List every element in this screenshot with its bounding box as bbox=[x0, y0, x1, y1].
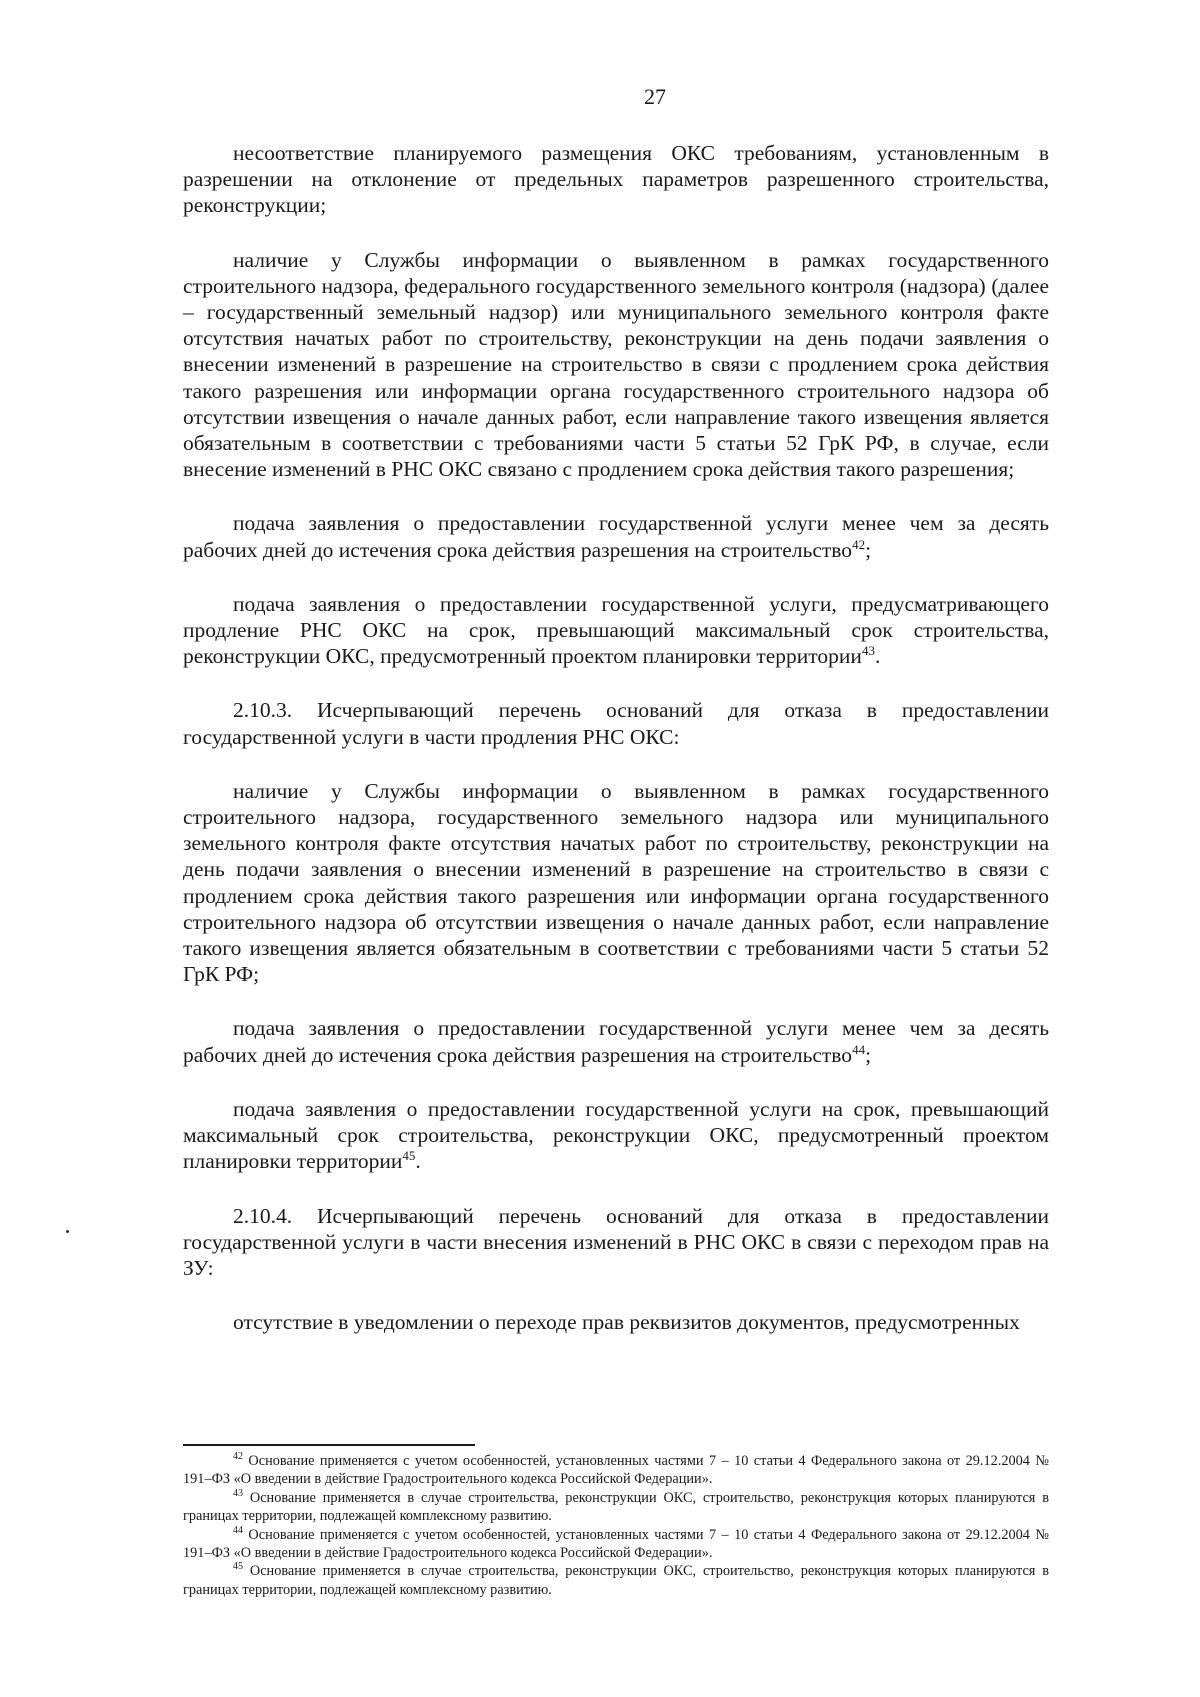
footnote bbox=[183, 1526, 1049, 1563]
paragraph-text: 2.10.4. Исчерпывающий перечень оснований для отказа в предоставлении государственной услуги в части внесения изменений в РНС ОКС в связи с переходом прав на ЗУ: bbox=[183, 1203, 1049, 1280]
footnotes bbox=[183, 1452, 1049, 1599]
footnote-text: Основание применяется с учетом особенностей, установленных частями 7 – 10 статьи 4 Федерального закона от 29.12.2004 № 191–ФЗ «О введении в действие Градостроительного кодекса Российской Федерации». bbox=[183, 1526, 1049, 1562]
footnote bbox=[183, 1489, 1049, 1526]
paragraph bbox=[183, 591, 1049, 670]
footnote-ref[interactable]: 42 bbox=[852, 536, 866, 552]
paragraph bbox=[183, 1096, 1049, 1175]
section-heading-paragraph bbox=[183, 1203, 1049, 1282]
footnote-number: 42 bbox=[233, 1451, 243, 1463]
footnote bbox=[183, 1452, 1049, 1489]
footnote-number: 45 bbox=[233, 1561, 243, 1573]
footnote-text: Основание применяется с учетом особенностей, установленных частями 7 – 10 статьи 4 Федерального закона от 29.12.2004 № 191–ФЗ «О введении в действие Градостроительного кодекса Российской Федерации». bbox=[183, 1453, 1049, 1488]
paragraph bbox=[183, 1015, 1049, 1067]
paragraph-tail: . bbox=[415, 1149, 421, 1174]
footnote-text: Основание применяется в случае строительства, реконструкции ОКС, строительство, реконструкция которых планируются в границах территории, подлежащей комплексному развитию. bbox=[183, 1563, 1049, 1598]
scan-artifact-dot bbox=[66, 1230, 69, 1233]
paragraph-text: подача заявления о предоставлении государственной услуги на срок, превышающий максимальный срок строительства, реконструкции ОКС, предусмотренный проектом планировки территории bbox=[183, 1096, 1049, 1174]
paragraph bbox=[183, 1309, 1049, 1335]
paragraph-text: подача заявления о предоставлении государственной услуги, предусматривающего продление РНС ОКС на срок, превышающий максимальный срок строительства, реконструкции ОКС, предусмотренный проектом планировки территории bbox=[183, 591, 1049, 669]
paragraph-tail: . bbox=[874, 644, 881, 669]
footnote-text: Основание применяется в случае строительства, реконструкции ОКС, строительство, реконструкция которых планируются в границах территории, подлежащей комплексному развитию. bbox=[183, 1489, 1049, 1525]
paragraph bbox=[183, 247, 1049, 483]
paragraph bbox=[183, 510, 1049, 562]
footnote-ref[interactable]: 43 bbox=[861, 643, 875, 659]
paragraph-tail: ; bbox=[865, 537, 872, 562]
footnote-separator bbox=[183, 1444, 475, 1446]
page-number: 27 bbox=[644, 84, 666, 109]
paragraph bbox=[183, 140, 1049, 219]
footnote-ref[interactable]: 45 bbox=[402, 1148, 416, 1164]
paragraph-text: 2.10.3. Исчерпывающий перечень оснований для отказа в предоставлении государственной услуги в части продления РНС ОКС: bbox=[183, 698, 1049, 749]
section-heading-paragraph bbox=[183, 697, 1049, 749]
paragraph-text: отсутствие в уведомлении о переходе прав реквизитов документов, предусмотренных bbox=[233, 1310, 1020, 1335]
footnote-number: 43 bbox=[233, 1488, 243, 1500]
paragraph-text: наличие у Службы информации о выявленном в рамках государственного строительного надзора, государственного земельного надзора или муниципального земельного контроля факте отсутствия начатых работ по строительству, реконструкции на день подачи заявления о внесении изменений в разрешение на строительство в связи с продлением срока действия такого разрешения или информации органа государственного строительного надзора об отсутствии извещения о начале данных работ, если направление такого извещения является обязательным в соответствии с требованиями части 5 статьи 52 ГрК РФ; bbox=[183, 778, 1049, 987]
paragraph-text: подача заявления о предоставлении государственной услуги менее чем за десять рабочих дней до истечения срока действия разрешения на строительство bbox=[183, 1016, 1049, 1067]
footnote-ref[interactable]: 44 bbox=[852, 1041, 866, 1057]
footnote-number: 44 bbox=[233, 1524, 243, 1536]
footnote bbox=[183, 1562, 1049, 1599]
paragraph-text: наличие у Службы информации о выявленном в рамках государственного строительного надзора, федерального государственного земельного контроля (надзора) (далее – государственный земельный надзор) или муниципального земельного контроля факте отсутствия начатых работ по строительству, реконструкции на день подачи заявления о внесении изменений в разрешение на строительство в связи с продлением срока действия такого разрешения или информации органа государственного строительного надзора об отсутствии извещения о начале данных работ, если направление такого извещения является обязательным в соответствии с требованиями части 5 статьи 52 ГрК РФ, в случае, если внесение изменений в РНС ОКС связано с продлением срока действия такого разрешения; bbox=[183, 247, 1049, 482]
paragraph-text: подача заявления о предоставлении государственной услуги менее чем за десять рабочих дней до истечения срока действия разрешения на строительство bbox=[183, 511, 1049, 562]
document-body bbox=[183, 140, 1049, 1335]
paragraph bbox=[183, 778, 1049, 988]
paragraph-tail: ; bbox=[865, 1042, 872, 1067]
paragraph-text: несоответствие планируемого размещения ОКС требованиям, установленным в разрешении на отклонение от предельных параметров разрешенного строительства, реконструкции; bbox=[183, 141, 1049, 218]
